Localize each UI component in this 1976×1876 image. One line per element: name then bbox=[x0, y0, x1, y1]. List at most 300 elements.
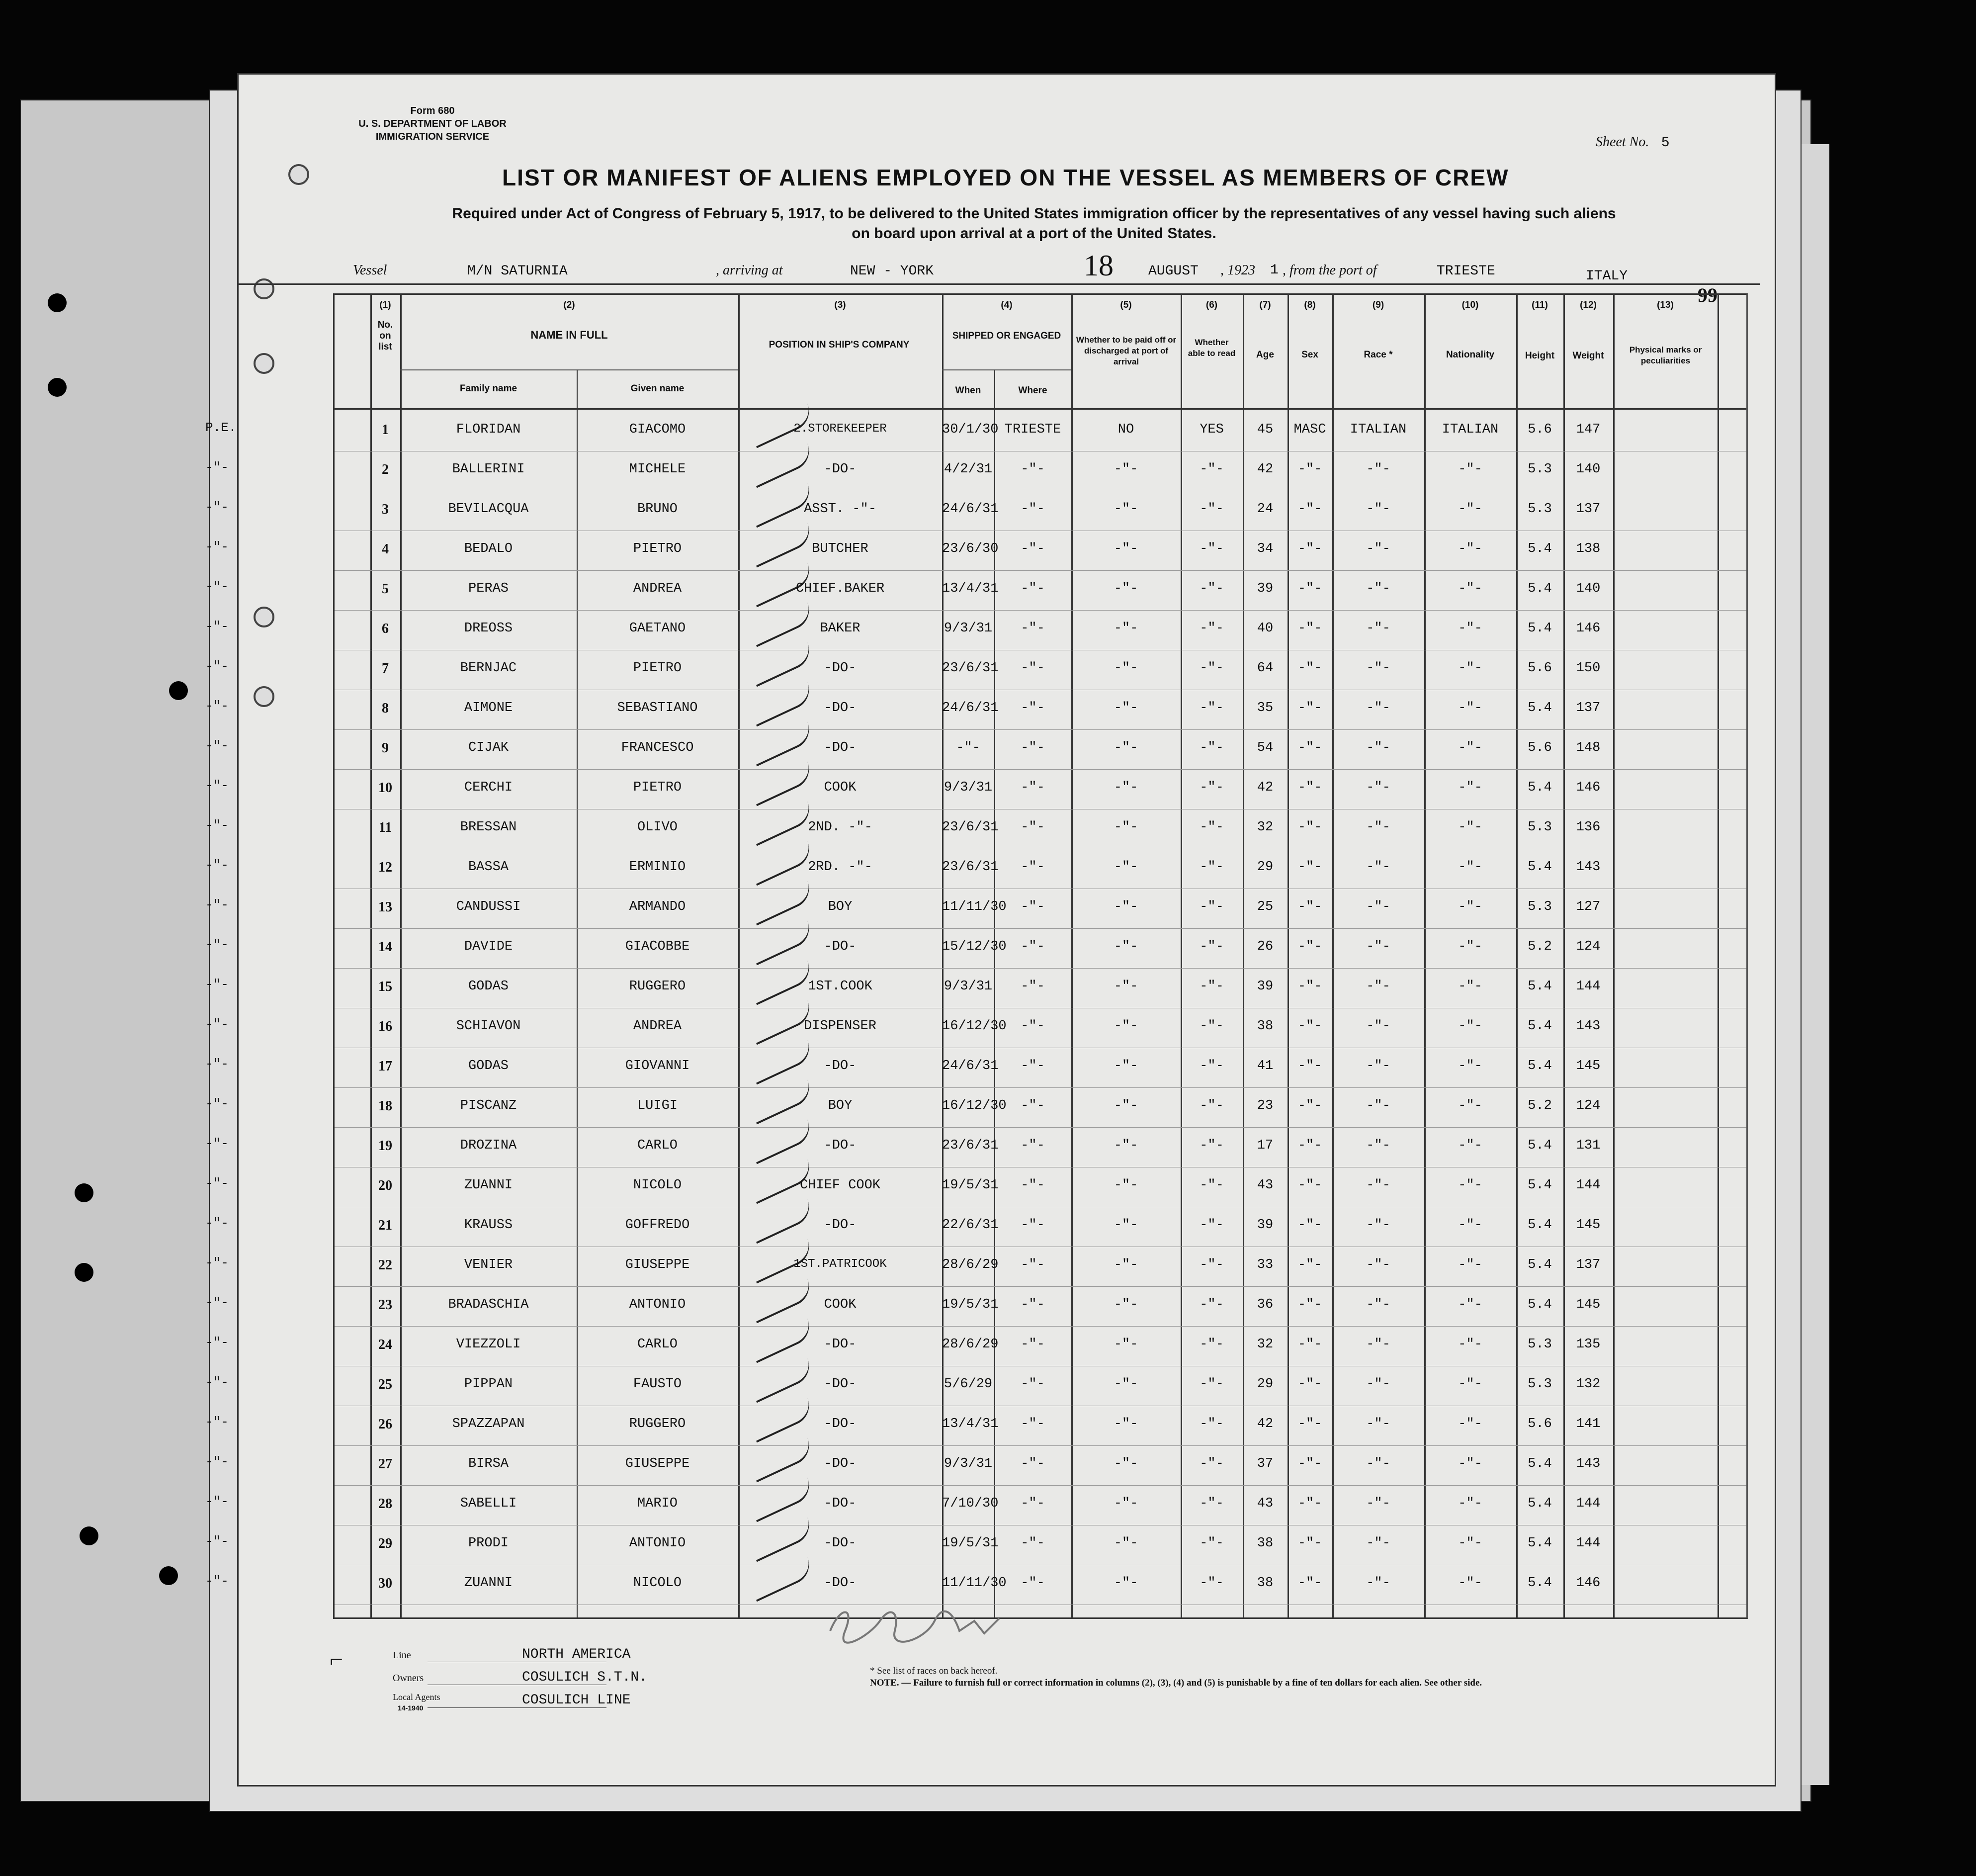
cell-position: 1ST.PATRICOOK bbox=[793, 1257, 887, 1271]
cell-given-name: GIOVANNI bbox=[625, 1059, 690, 1073]
cell-race: -"- bbox=[1366, 979, 1390, 994]
cell-age: 39 bbox=[1257, 581, 1274, 596]
cell-sex: -"- bbox=[1297, 502, 1322, 517]
table-row bbox=[205, 1326, 1746, 1366]
row-margin-mark: -"- bbox=[205, 1335, 229, 1350]
cell-nationality: -"- bbox=[1458, 1059, 1482, 1073]
cell-paid-off: NO bbox=[1117, 422, 1134, 437]
cell-shipped-when: 7/10/30 bbox=[942, 1496, 999, 1511]
cell-weight: 138 bbox=[1576, 541, 1601, 556]
cell-race: -"- bbox=[1366, 860, 1390, 875]
footer: ⌐ Line NORTH AMERICA Owners COSULICH S.T.N. Local Agents 14-1940 COSULICH LINE * See list of races on back hereof. NOTE. — Failure to furnish full or correct information in columns (2), (3), (4) and (5) is punishable by a fine of ten dollars for each alien. See other side. bbox=[328, 1626, 1720, 1735]
cell-sex: -"- bbox=[1297, 1098, 1322, 1113]
col-height: Height bbox=[1525, 351, 1555, 361]
cell-sex: -"- bbox=[1297, 541, 1322, 556]
cell-shipped-where: -"- bbox=[1021, 820, 1045, 835]
cell-row-number: 15 bbox=[378, 979, 392, 994]
cell-height: 5.4 bbox=[1528, 581, 1552, 596]
cell-race: -"- bbox=[1366, 462, 1390, 477]
cell-able-to-read: -"- bbox=[1200, 899, 1224, 914]
cell-able-to-read: -"- bbox=[1200, 1178, 1224, 1193]
cell-shipped-where: -"- bbox=[1021, 1218, 1045, 1233]
cell-paid-off: -"- bbox=[1114, 1138, 1138, 1153]
row-margin-mark: -"- bbox=[205, 1136, 229, 1151]
cell-nationality: -"- bbox=[1458, 820, 1482, 835]
punch-hole bbox=[288, 164, 309, 185]
cell-sex: MASC bbox=[1293, 422, 1326, 437]
cell-age: 26 bbox=[1257, 939, 1274, 954]
punch-hole bbox=[254, 686, 274, 707]
cell-paid-off: -"- bbox=[1114, 820, 1138, 835]
row-margin-mark: -"- bbox=[205, 579, 229, 594]
cell-nationality: -"- bbox=[1458, 502, 1482, 517]
cell-shipped-where: -"- bbox=[1021, 1138, 1045, 1153]
cell-shipped-where: -"- bbox=[1021, 1337, 1045, 1352]
cell-sex: -"- bbox=[1297, 820, 1322, 835]
cell-height: 5.6 bbox=[1528, 1417, 1552, 1431]
from-country: ITALY bbox=[1586, 268, 1628, 284]
cell-age: 23 bbox=[1257, 1098, 1274, 1113]
binder-hole bbox=[80, 1526, 98, 1545]
table-row bbox=[205, 1286, 1746, 1327]
cell-given-name: GAETANO bbox=[629, 621, 686, 636]
cell-age: 39 bbox=[1257, 979, 1274, 994]
cell-nationality: -"- bbox=[1458, 1019, 1482, 1034]
cell-sex: -"- bbox=[1297, 780, 1322, 795]
cell-able-to-read: -"- bbox=[1200, 581, 1224, 596]
cell-given-name: GIUSEPPE bbox=[625, 1456, 690, 1471]
cell-family-name: CANDUSSI bbox=[456, 899, 521, 914]
cell-sex: -"- bbox=[1297, 1218, 1322, 1233]
cell-shipped-when: 24/6/31 bbox=[942, 502, 999, 517]
cell-shipped-where: -"- bbox=[1021, 462, 1045, 477]
sheet-value: 5 bbox=[1661, 135, 1670, 151]
cell-race: -"- bbox=[1366, 1257, 1390, 1272]
col-sex: Sex bbox=[1301, 350, 1318, 360]
row-margin-mark: P.E. bbox=[205, 420, 237, 435]
cell-family-name: BIRSA bbox=[468, 1456, 509, 1471]
cell-race: -"- bbox=[1366, 740, 1390, 755]
col-able-to-read: Whether able to read bbox=[1188, 338, 1236, 358]
cell-age: 32 bbox=[1257, 820, 1274, 835]
cell-able-to-read: -"- bbox=[1200, 502, 1224, 517]
cell-shipped-where: -"- bbox=[1021, 1059, 1045, 1073]
cell-nationality: -"- bbox=[1458, 939, 1482, 954]
cell-nationality: -"- bbox=[1458, 860, 1482, 875]
cell-family-name: BASSA bbox=[468, 860, 509, 875]
cell-paid-off: -"- bbox=[1114, 462, 1138, 477]
cell-nationality: -"- bbox=[1458, 1098, 1482, 1113]
row-margin-mark: -"- bbox=[205, 1176, 229, 1191]
cell-nationality: -"- bbox=[1458, 1536, 1482, 1551]
cell-position: -DO- bbox=[824, 1417, 857, 1431]
table-row bbox=[205, 1485, 1746, 1525]
cell-height: 5.4 bbox=[1528, 541, 1552, 556]
line-value: NORTH AMERICA bbox=[522, 1647, 631, 1662]
cell-row-number: 6 bbox=[382, 621, 389, 636]
from-port: TRIESTE bbox=[1437, 264, 1495, 279]
department-name: U. S. DEPARTMENT OF LABOR bbox=[358, 118, 507, 129]
cell-race: -"- bbox=[1366, 701, 1390, 715]
cell-paid-off: -"- bbox=[1114, 701, 1138, 715]
cell-shipped-when: 23/6/31 bbox=[942, 1138, 999, 1153]
col-6-number: (6) bbox=[1205, 300, 1218, 310]
cell-paid-off: -"- bbox=[1114, 502, 1138, 517]
table-row bbox=[205, 570, 1746, 611]
table-row bbox=[205, 451, 1746, 491]
cell-shipped-when: 9/3/31 bbox=[944, 621, 993, 636]
cell-age: 42 bbox=[1257, 780, 1274, 795]
cell-sex: -"- bbox=[1297, 1456, 1322, 1471]
cell-shipped-when: 23/6/31 bbox=[942, 661, 999, 676]
cell-height: 5.4 bbox=[1528, 621, 1552, 636]
cell-nationality: -"- bbox=[1458, 740, 1482, 755]
arriving-label: , arriving at bbox=[716, 263, 783, 278]
cell-sex: -"- bbox=[1297, 1417, 1322, 1431]
cell-nationality: -"- bbox=[1458, 541, 1482, 556]
row-margin-mark: -"- bbox=[205, 539, 229, 554]
row-margin-mark: -"- bbox=[205, 1295, 229, 1310]
cell-age: 38 bbox=[1257, 1536, 1274, 1551]
cell-row-number: 26 bbox=[378, 1417, 392, 1432]
row-margin-mark: -"- bbox=[205, 937, 229, 952]
cell-able-to-read: -"- bbox=[1200, 1138, 1224, 1153]
cell-position: ASST. -"- bbox=[804, 502, 876, 517]
cell-able-to-read: -"- bbox=[1200, 1496, 1224, 1511]
cell-race: -"- bbox=[1366, 581, 1390, 596]
row-margin-mark: -"- bbox=[205, 460, 229, 475]
row-margin-mark: -"- bbox=[205, 500, 229, 515]
table-row bbox=[205, 1525, 1746, 1565]
cell-height: 5.3 bbox=[1528, 1377, 1552, 1392]
cell-position: -DO- bbox=[824, 462, 857, 477]
cell-race: -"- bbox=[1366, 1417, 1390, 1431]
cell-weight: 143 bbox=[1576, 860, 1601, 875]
binder-hole bbox=[48, 293, 67, 312]
row-margin-mark: -"- bbox=[205, 659, 229, 674]
col-7-number: (7) bbox=[1259, 300, 1271, 310]
cell-able-to-read: -"- bbox=[1200, 1098, 1224, 1113]
table-row bbox=[205, 1048, 1746, 1088]
cell-shipped-when: 23/6/31 bbox=[942, 860, 999, 875]
cell-nationality: ITALIAN bbox=[1442, 422, 1499, 437]
cell-weight: 144 bbox=[1576, 1178, 1601, 1193]
cell-height: 5.4 bbox=[1528, 979, 1552, 994]
col-10-number: (10) bbox=[1461, 300, 1479, 310]
form-subtitle bbox=[338, 204, 1730, 244]
cell-race: -"- bbox=[1366, 1456, 1390, 1471]
col-shipped-engaged: SHIPPED OR ENGAGED bbox=[952, 331, 1061, 341]
col-family-name: Family name bbox=[459, 383, 517, 394]
cell-weight: 135 bbox=[1576, 1337, 1601, 1352]
cell-position: 2.STOREKEEPER bbox=[793, 422, 887, 436]
cell-shipped-where: -"- bbox=[1021, 1257, 1045, 1272]
cell-given-name: RUGGERO bbox=[629, 1417, 686, 1431]
col-paid-off: Whether to be paid off or discharged at port of arrival bbox=[1076, 335, 1177, 366]
cell-weight: 147 bbox=[1576, 422, 1601, 437]
cell-paid-off: -"- bbox=[1114, 1377, 1138, 1392]
table-row bbox=[205, 889, 1746, 929]
cell-nationality: -"- bbox=[1458, 1178, 1482, 1193]
cell-shipped-where: -"- bbox=[1021, 1098, 1045, 1113]
cell-row-number: 30 bbox=[378, 1576, 392, 1591]
cell-shipped-where: -"- bbox=[1021, 899, 1045, 914]
table-row bbox=[205, 1167, 1746, 1207]
cell-height: 5.4 bbox=[1528, 1456, 1552, 1471]
cell-nationality: -"- bbox=[1458, 1257, 1482, 1272]
cell-paid-off: -"- bbox=[1114, 1456, 1138, 1471]
cell-position: -DO- bbox=[824, 1218, 857, 1233]
cell-position: -DO- bbox=[824, 939, 857, 954]
cell-shipped-when: 19/5/31 bbox=[942, 1536, 999, 1551]
table-row bbox=[205, 849, 1746, 889]
cell-paid-off: -"- bbox=[1114, 1257, 1138, 1272]
row-margin-mark: -"- bbox=[205, 1375, 229, 1390]
cell-position: -DO- bbox=[824, 701, 857, 715]
cell-height: 5.3 bbox=[1528, 462, 1552, 477]
cell-row-number: 17 bbox=[378, 1059, 392, 1074]
cell-able-to-read: -"- bbox=[1200, 860, 1224, 875]
col-5-number: (5) bbox=[1120, 300, 1132, 310]
cell-shipped-where: -"- bbox=[1021, 1297, 1045, 1312]
table-row bbox=[205, 1406, 1746, 1446]
row-margin-mark: -"- bbox=[205, 1255, 229, 1270]
arrival-month: AUGUST bbox=[1148, 264, 1199, 279]
cell-shipped-when: 16/12/30 bbox=[942, 1098, 1007, 1113]
cell-weight: 127 bbox=[1576, 899, 1601, 914]
cell-given-name: PIETRO bbox=[633, 780, 682, 795]
col-age: Age bbox=[1256, 350, 1274, 360]
subtitle-line-2: on board upon arrival at a port of the United States. bbox=[852, 225, 1216, 242]
cell-age: 37 bbox=[1257, 1456, 1274, 1471]
cell-given-name: ANDREA bbox=[633, 581, 682, 596]
binder-hole bbox=[48, 378, 67, 397]
cell-age: 42 bbox=[1257, 1417, 1274, 1431]
cell-shipped-when: -"- bbox=[956, 740, 980, 755]
table-row bbox=[205, 928, 1746, 969]
cell-race: -"- bbox=[1366, 1138, 1390, 1153]
cell-race: -"- bbox=[1366, 1218, 1390, 1233]
table-row bbox=[205, 531, 1746, 571]
cell-sex: -"- bbox=[1297, 979, 1322, 994]
cell-position: CHIEF.BAKER bbox=[795, 581, 885, 596]
cell-height: 5.2 bbox=[1528, 1098, 1552, 1113]
cell-paid-off: -"- bbox=[1114, 899, 1138, 914]
cell-weight: 145 bbox=[1576, 1059, 1601, 1073]
cell-shipped-where: -"- bbox=[1021, 621, 1045, 636]
col-where: Where bbox=[1018, 385, 1047, 396]
cell-row-number: 12 bbox=[378, 860, 392, 875]
arrival-day: 18 bbox=[1084, 249, 1114, 282]
cell-able-to-read: -"- bbox=[1200, 1417, 1224, 1431]
cell-given-name: MICHELE bbox=[629, 462, 686, 477]
cell-age: 41 bbox=[1257, 1059, 1274, 1073]
cell-position: BAKER bbox=[820, 621, 860, 636]
cell-row-number: 22 bbox=[378, 1257, 392, 1273]
cell-given-name: ARMANDO bbox=[629, 899, 686, 914]
cell-row-number: 14 bbox=[378, 939, 392, 955]
cell-able-to-read: -"- bbox=[1200, 820, 1224, 835]
cell-family-name: CIJAK bbox=[468, 740, 509, 755]
cell-paid-off: -"- bbox=[1114, 541, 1138, 556]
cell-shipped-when: 9/3/31 bbox=[944, 979, 993, 994]
cell-given-name: BRUNO bbox=[637, 502, 678, 517]
cell-sex: -"- bbox=[1297, 581, 1322, 596]
cell-given-name: CARLO bbox=[637, 1138, 678, 1153]
cell-shipped-when: 22/6/31 bbox=[942, 1218, 999, 1233]
cell-race: -"- bbox=[1366, 502, 1390, 517]
row-margin-mark: -"- bbox=[205, 1494, 229, 1509]
cell-sex: -"- bbox=[1297, 1178, 1322, 1193]
crew-table bbox=[205, 293, 1748, 1619]
table-row bbox=[205, 1087, 1746, 1128]
cell-paid-off: -"- bbox=[1114, 1218, 1138, 1233]
table-row bbox=[205, 1565, 1746, 1605]
cell-shipped-where: -"- bbox=[1021, 1576, 1045, 1591]
cell-height: 5.4 bbox=[1528, 1059, 1552, 1073]
table-row bbox=[205, 690, 1746, 730]
cell-position: -DO- bbox=[824, 1059, 857, 1073]
table-row bbox=[205, 1127, 1746, 1167]
cell-shipped-where: -"- bbox=[1021, 661, 1045, 676]
row-margin-mark: -"- bbox=[205, 977, 229, 992]
cell-able-to-read: -"- bbox=[1200, 1257, 1224, 1272]
cell-shipped-when: 15/12/30 bbox=[942, 939, 1007, 954]
cell-age: 38 bbox=[1257, 1576, 1274, 1591]
cell-height: 5.4 bbox=[1528, 701, 1552, 715]
cell-able-to-read: -"- bbox=[1200, 1059, 1224, 1073]
cell-sex: -"- bbox=[1297, 1257, 1322, 1272]
cell-age: 54 bbox=[1257, 740, 1274, 755]
cell-height: 5.3 bbox=[1528, 1337, 1552, 1352]
cell-able-to-read: -"- bbox=[1200, 462, 1224, 477]
cell-weight: 144 bbox=[1576, 1496, 1601, 1511]
cell-shipped-where: -"- bbox=[1021, 581, 1045, 596]
table-row bbox=[205, 729, 1746, 770]
cell-given-name: GOFFREDO bbox=[625, 1218, 690, 1233]
cell-paid-off: -"- bbox=[1114, 1417, 1138, 1431]
cell-race: -"- bbox=[1366, 541, 1390, 556]
cell-age: 39 bbox=[1257, 1218, 1274, 1233]
cell-position: -DO- bbox=[824, 661, 857, 676]
table-row bbox=[205, 968, 1746, 1008]
cell-paid-off: -"- bbox=[1114, 979, 1138, 994]
cell-shipped-where: -"- bbox=[1021, 1417, 1045, 1431]
cell-row-number: 4 bbox=[382, 541, 389, 557]
cell-race: -"- bbox=[1366, 820, 1390, 835]
cell-nationality: -"- bbox=[1458, 581, 1482, 596]
cell-shipped-where: -"- bbox=[1021, 939, 1045, 954]
cell-age: 34 bbox=[1257, 541, 1274, 556]
cell-shipped-where: -"- bbox=[1021, 1456, 1045, 1471]
sheet-number bbox=[1596, 134, 1670, 151]
cell-race: -"- bbox=[1366, 1337, 1390, 1352]
cell-height: 5.4 bbox=[1528, 1496, 1552, 1511]
cell-shipped-where: -"- bbox=[1021, 740, 1045, 755]
cell-paid-off: -"- bbox=[1114, 860, 1138, 875]
cell-row-number: 5 bbox=[382, 581, 389, 597]
cell-given-name: ERMINIO bbox=[629, 860, 686, 875]
cell-height: 5.3 bbox=[1528, 899, 1552, 914]
cell-position: -DO- bbox=[824, 740, 857, 755]
cell-height: 5.4 bbox=[1528, 1297, 1552, 1312]
cell-able-to-read: -"- bbox=[1200, 661, 1224, 676]
cell-row-number: 2 bbox=[382, 462, 389, 477]
cell-nationality: -"- bbox=[1458, 1496, 1482, 1511]
cell-given-name: ANTONIO bbox=[629, 1297, 686, 1312]
sheet-label: Sheet No. bbox=[1596, 134, 1649, 150]
cell-height: 5.4 bbox=[1528, 1138, 1552, 1153]
cell-able-to-read: -"- bbox=[1200, 1456, 1224, 1471]
cell-race: ITALIAN bbox=[1350, 422, 1407, 437]
service-name: IMMIGRATION SERVICE bbox=[375, 131, 490, 142]
cell-race: -"- bbox=[1366, 1576, 1390, 1591]
cell-paid-off: -"- bbox=[1114, 1297, 1138, 1312]
cell-sex: -"- bbox=[1297, 701, 1322, 715]
cell-shipped-where: -"- bbox=[1021, 1178, 1045, 1193]
cell-shipped-when: 13/4/31 bbox=[942, 1417, 999, 1431]
cell-row-number: 28 bbox=[378, 1496, 392, 1512]
cell-height: 5.6 bbox=[1528, 422, 1552, 437]
punch-hole bbox=[254, 607, 274, 627]
cell-nationality: -"- bbox=[1458, 1377, 1482, 1392]
cell-row-number: 24 bbox=[378, 1337, 392, 1352]
cell-row-number: 10 bbox=[378, 780, 392, 796]
cell-sex: -"- bbox=[1297, 1138, 1322, 1153]
cell-sex: -"- bbox=[1297, 1059, 1322, 1073]
cell-family-name: PERAS bbox=[468, 581, 509, 596]
cell-weight: 150 bbox=[1576, 661, 1601, 676]
cell-paid-off: -"- bbox=[1114, 1019, 1138, 1034]
row-margin-mark: -"- bbox=[205, 699, 229, 714]
cell-race: -"- bbox=[1366, 1496, 1390, 1511]
year-label: , 1923 bbox=[1220, 263, 1255, 278]
binder-hole bbox=[169, 681, 188, 700]
cell-age: 24 bbox=[1257, 502, 1274, 517]
cell-nationality: -"- bbox=[1458, 1456, 1482, 1471]
cell-given-name: SEBASTIANO bbox=[617, 701, 698, 715]
cell-paid-off: -"- bbox=[1114, 740, 1138, 755]
cell-given-name: FAUSTO bbox=[633, 1377, 682, 1392]
cell-family-name: BEDALO bbox=[464, 541, 513, 556]
cell-sex: -"- bbox=[1297, 462, 1322, 477]
form-number: Form 680 bbox=[410, 105, 455, 116]
cell-weight: 144 bbox=[1576, 979, 1601, 994]
cell-weight: 137 bbox=[1576, 1257, 1601, 1272]
cell-shipped-where: -"- bbox=[1021, 1536, 1045, 1551]
cell-position: -DO- bbox=[824, 1138, 857, 1153]
cell-position: 1ST.COOK bbox=[808, 979, 872, 994]
cell-row-number: 7 bbox=[382, 661, 389, 676]
cell-height: 5.4 bbox=[1528, 1218, 1552, 1233]
cell-given-name: ANDREA bbox=[633, 1019, 682, 1034]
col-nationality: Nationality bbox=[1446, 350, 1495, 360]
cell-race: -"- bbox=[1366, 1536, 1390, 1551]
cell-position: 2ND. -"- bbox=[808, 820, 872, 835]
cell-shipped-where: -"- bbox=[1021, 1019, 1045, 1034]
cell-age: 40 bbox=[1257, 621, 1274, 636]
cell-row-number: 23 bbox=[378, 1297, 392, 1313]
cell-height: 5.4 bbox=[1528, 1576, 1552, 1591]
cell-age: 29 bbox=[1257, 860, 1274, 875]
cell-nationality: -"- bbox=[1458, 1297, 1482, 1312]
cell-nationality: -"- bbox=[1458, 899, 1482, 914]
signature bbox=[825, 1601, 1014, 1646]
table-row bbox=[205, 769, 1746, 809]
cell-family-name: DAVIDE bbox=[464, 939, 513, 954]
cell-nationality: -"- bbox=[1458, 979, 1482, 994]
cell-position: -DO- bbox=[824, 1576, 857, 1591]
